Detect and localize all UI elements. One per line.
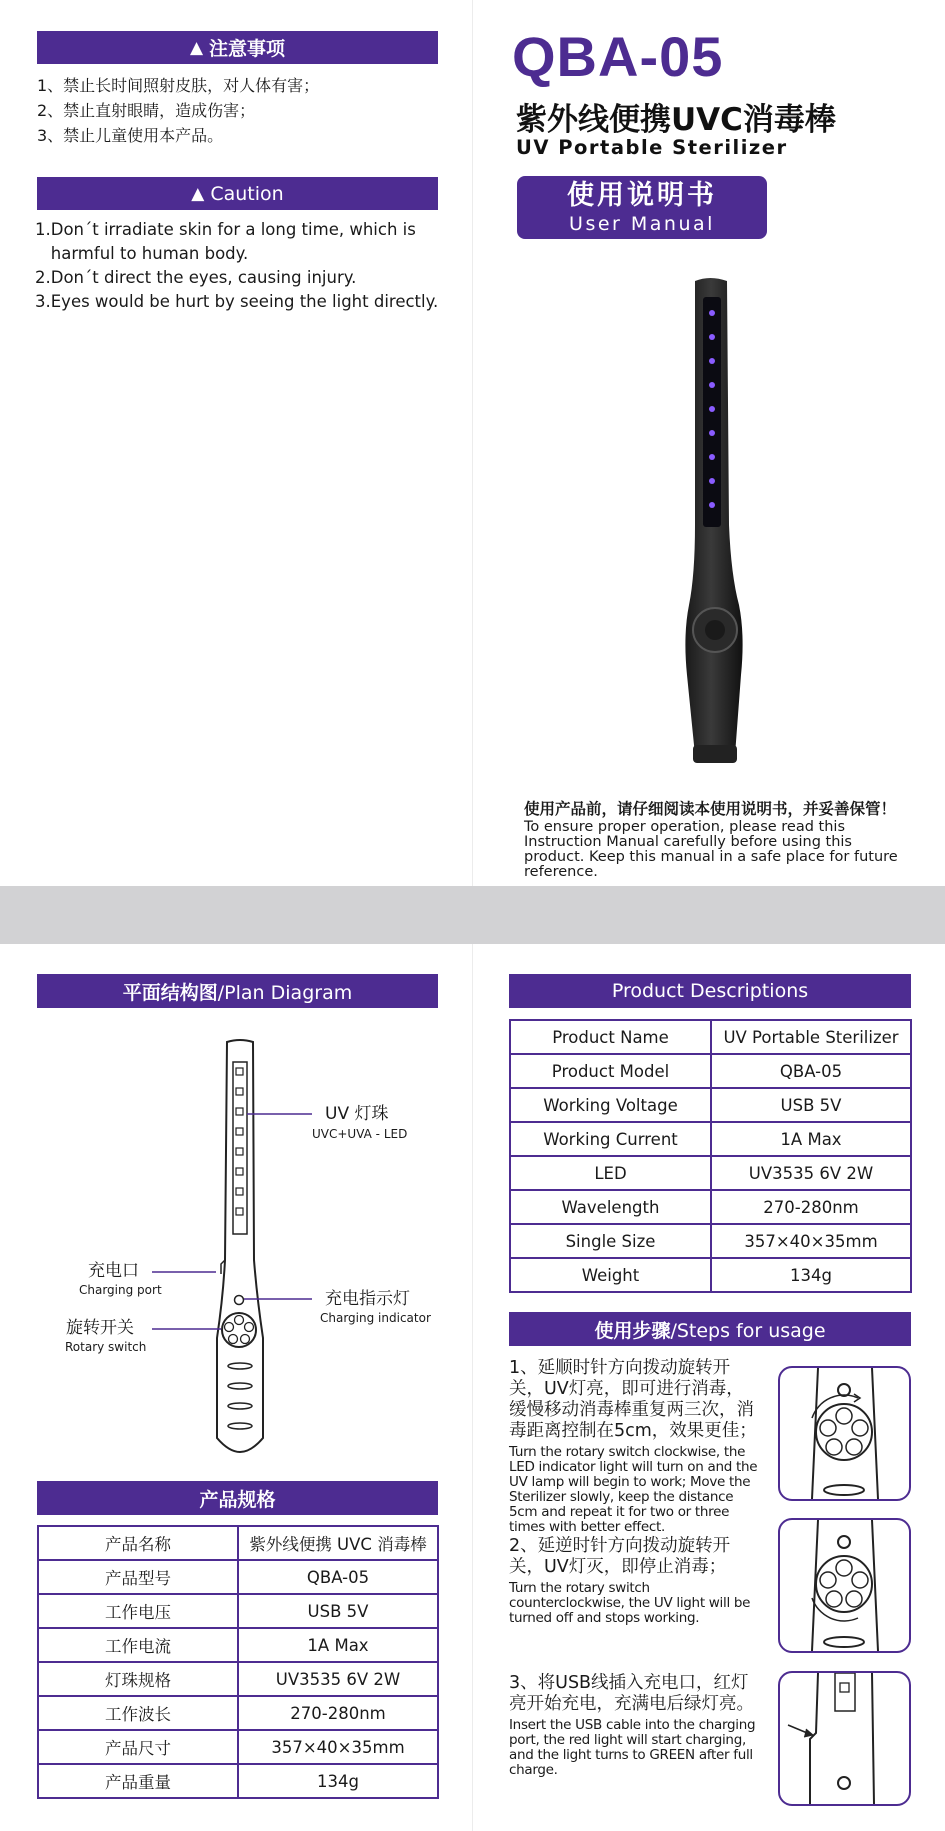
label-rotary-switch-en: Rotary switch	[65, 1340, 147, 1354]
spec-value: 1A Max	[711, 1122, 911, 1156]
label-rotary-switch-cn: 旋转开关	[66, 1318, 134, 1338]
caution-en-list	[35, 218, 445, 314]
spec-label: 产品重量	[38, 1764, 238, 1798]
caution-item: 2. Don´t direct the eyes, causing injury.	[35, 268, 357, 287]
plan-leader-lines	[150, 1100, 330, 1340]
warning-triangle-icon: ▲	[191, 183, 205, 204]
spec-value: 270-280nm	[238, 1696, 438, 1730]
spec-label: LED	[510, 1156, 711, 1190]
spec-value: UV Portable Sterilizer	[711, 1020, 911, 1054]
spec-label: 灯珠规格	[38, 1662, 238, 1696]
table-row	[510, 1156, 911, 1190]
label-charging-indicator-cn: 充电指示灯	[325, 1289, 410, 1309]
table-row	[38, 1594, 438, 1628]
step-2: 2、延逆时针方向拨动旋转开关，UV灯灭，即停止消毒； Turn the rotary switch counterclockwise, the UV light will be turned off and stops working.	[509, 1536, 751, 1626]
spec-value: 1A Max	[238, 1628, 438, 1662]
spec-label: 工作波长	[38, 1696, 238, 1730]
spec-value: UV3535 6V 2W	[238, 1662, 438, 1696]
table-row	[510, 1224, 911, 1258]
label-charging-port-cn: 充电口	[88, 1261, 139, 1281]
spec-value: 134g	[238, 1764, 438, 1798]
rotate-clockwise-illustration	[780, 1368, 909, 1499]
spec-value: USB 5V	[238, 1594, 438, 1628]
precaution-cn-item: 1、禁止长时间照射皮肤，对人体有害；	[37, 76, 320, 95]
step-3: 3、将USB线插入充电口，红灯亮开始充电，充满电后绿灯亮。 Insert the USB cable into the charging port, the red light will start charging, and the light turns to GREEN after full charge.	[509, 1673, 756, 1778]
table-row	[510, 1020, 911, 1054]
table-row	[38, 1696, 438, 1730]
column-divider-top	[472, 0, 473, 886]
spec-value: 270-280nm	[711, 1190, 911, 1224]
rotate-counterclockwise-illustration	[780, 1520, 909, 1651]
label-charging-port-en: Charging port	[79, 1283, 162, 1297]
precaution-cn-item: 2、禁止直射眼睛，造成伤害；	[37, 101, 256, 120]
table-row	[510, 1190, 911, 1224]
step-2-image	[778, 1518, 911, 1653]
usb-charging-illustration	[780, 1673, 909, 1804]
spec-label: 产品尺寸	[38, 1730, 238, 1764]
step-3-image	[778, 1671, 911, 1806]
table-row	[510, 1122, 911, 1156]
spec-value: QBA-05	[238, 1560, 438, 1594]
caution-item: 3. Eyes would be hurt by seeing the light directly.	[35, 292, 439, 311]
table-row	[38, 1764, 438, 1798]
table-row	[510, 1258, 911, 1292]
sterilizer-product-image	[655, 275, 775, 775]
product-model-title: QBA-05	[512, 25, 724, 88]
spec-value: 134g	[711, 1258, 911, 1292]
table-row	[38, 1662, 438, 1696]
column-divider-bottom	[472, 944, 473, 1831]
spec-value: USB 5V	[711, 1088, 911, 1122]
caution-en-header: ▲ Caution	[37, 177, 438, 210]
specs-cn-table	[37, 1525, 439, 1799]
spec-value: QBA-05	[711, 1054, 911, 1088]
table-row	[510, 1088, 911, 1122]
steps-header: 使用步骤/Steps for usage	[509, 1312, 911, 1346]
spec-label: Wavelength	[510, 1190, 711, 1224]
step-1-image	[778, 1366, 911, 1501]
plan-diagram-header: 平面结构图/Plan Diagram	[37, 974, 438, 1008]
label-charging-indicator-en: Charging indicator	[320, 1311, 431, 1325]
precautions-cn-list	[37, 73, 447, 148]
spec-label: Product Name	[510, 1020, 711, 1054]
user-manual-badge: 使用说明书 User Manual	[517, 176, 767, 239]
caution-item: 1. Don´t irradiate skin for a long time, which is harmful to human body.	[35, 220, 416, 263]
spec-label: 工作电流	[38, 1628, 238, 1662]
label-uv-led-cn: UV 灯珠	[325, 1104, 389, 1124]
label-uv-led-en: UVC+UVA - LED	[312, 1127, 408, 1141]
spec-label: Weight	[510, 1258, 711, 1292]
spec-value: 紫外线便携 UVC 消毒棒	[238, 1526, 438, 1560]
precautions-cn-header: ▲ 注意事项	[37, 31, 438, 64]
table-row	[510, 1054, 911, 1088]
product-cn-title: 紫外线便携UVC消毒棒	[516, 102, 836, 138]
step-1: 1、延顺时针方向拨动旋转开关，UV灯亮，即可进行消毒，缓慢移动消毒棒重复两三次，消毒距离控制在5cm，效果更佳； Turn the rotary switch clockwise, the LED indicator light will turn on and the UV lamp will begin to work; Move the Sterilizer slowly, keep the distance 5cm and repeat it for two or three times with better effect.	[509, 1358, 758, 1535]
spec-value: 357×40×35mm	[711, 1224, 911, 1258]
spec-label: Product Model	[510, 1054, 711, 1088]
table-row	[38, 1628, 438, 1662]
warning-triangle-icon: ▲	[189, 37, 204, 58]
spec-label: Working Voltage	[510, 1088, 711, 1122]
page-separator	[0, 886, 945, 944]
spec-label: Single Size	[510, 1224, 711, 1258]
spec-label: 产品型号	[38, 1560, 238, 1594]
spec-value: 357×40×35mm	[238, 1730, 438, 1764]
specs-en-table	[509, 1019, 912, 1293]
product-descriptions-header: Product Descriptions	[509, 974, 911, 1008]
product-en-title: UV Portable Sterilizer	[516, 136, 788, 159]
manual-notice: 使用产品前，请仔细阅读本使用说明书，并妥善保管！ To ensure proper operation, please read this Instruction Manual carefully before using this product. Keep this manual in a safe place for future reference.	[524, 800, 898, 880]
spec-label: 产品名称	[38, 1526, 238, 1560]
table-row	[38, 1526, 438, 1560]
precaution-cn-item: 3、禁止儿童使用本产品。	[37, 126, 224, 145]
specs-cn-header: 产品规格	[37, 1481, 438, 1515]
spec-label: Working Current	[510, 1122, 711, 1156]
table-row	[38, 1730, 438, 1764]
spec-value: UV3535 6V 2W	[711, 1156, 911, 1190]
table-row	[38, 1560, 438, 1594]
spec-label: 工作电压	[38, 1594, 238, 1628]
